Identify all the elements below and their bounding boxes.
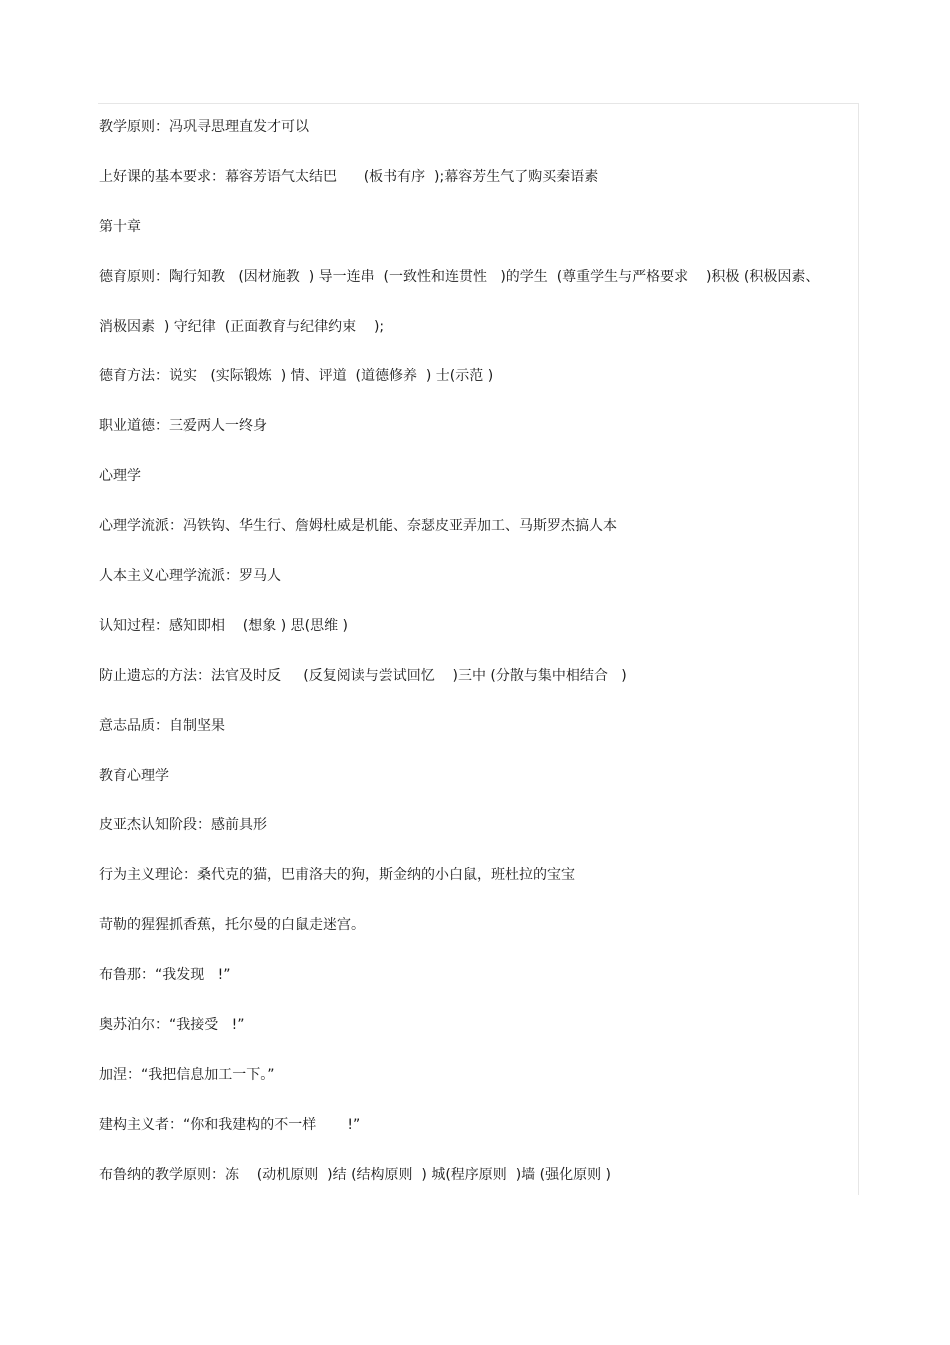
text-line-21: 建构主义者：“你和我建构的不一样 !” <box>99 1116 361 1133</box>
text-line-11: 认知过程：感知即相 (想象 ) 思(思维 ) <box>99 617 348 634</box>
text-line-20: 加涅：“我把信息加工一下。” <box>99 1066 275 1083</box>
text-line-2: 上好课的基本要求：幕容芳语气太结巴 (板书有序 );幕容芳生气了购买秦语素 <box>99 168 599 185</box>
text-line-22: 布鲁纳的教学原则：冻 (动机原则 )结 (结构原则 ) 城(程序原则 )墙 (强化原则 ) <box>99 1166 611 1183</box>
text-line-7: 职业道德：三爱两人一终身 <box>99 418 267 435</box>
text-line-9: 心理学流派：冯铁钩、华生行、詹姆杜威是机能、奈瑟皮亚弄加工、马斯罗杰搞人本 <box>99 518 617 535</box>
text-line-5: 消极因素 ) 守纪律 (正面教育与纪律约束 ); <box>99 318 385 335</box>
text-line-18: 布鲁那：“我发现 !” <box>99 967 231 984</box>
text-line-19: 奥苏泊尔：“我接受 !” <box>99 1017 245 1034</box>
text-line-16: 行为主义理论：桑代克的猫，巴甫洛夫的狗，斯金纳的小白鼠，班杜拉的宝宝 <box>99 867 575 884</box>
text-line-1: 教学原则：冯巩寻思理直发才可以 <box>99 119 309 135</box>
section-heading-psychology: 心理学 <box>99 468 141 485</box>
text-line-10: 人本主义心理学流派：罗马人 <box>99 568 281 585</box>
text-line-17: 苛勒的猩猩抓香蕉，托尔曼的白鼠走迷宫。 <box>99 917 365 934</box>
document-body <box>99 117 879 1215</box>
text-line-15: 皮亚杰认知阶段：感前具形 <box>99 817 267 834</box>
chapter-heading: 第十章 <box>99 218 141 235</box>
text-line-13: 意志品质：自制坚果 <box>99 717 225 734</box>
text-line-6: 德育方法：说实 (实际锻炼 ) 情、评道 (道德修养 ) 士(示范 ) <box>99 368 494 385</box>
text-line-12: 防止遗忘的方法：法官及时反 (反复阅读与尝试回忆 )三中 (分散与集中相结合 ) <box>99 667 627 684</box>
text-line-4: 德育原则：陶行知教 (因材施教 ) 导一连串 (一致性和连贯性 )的学生 (尊重学生与严格要求 )积极 (积极因素、 <box>99 268 820 285</box>
section-heading-educational-psychology: 教育心理学 <box>99 767 169 784</box>
